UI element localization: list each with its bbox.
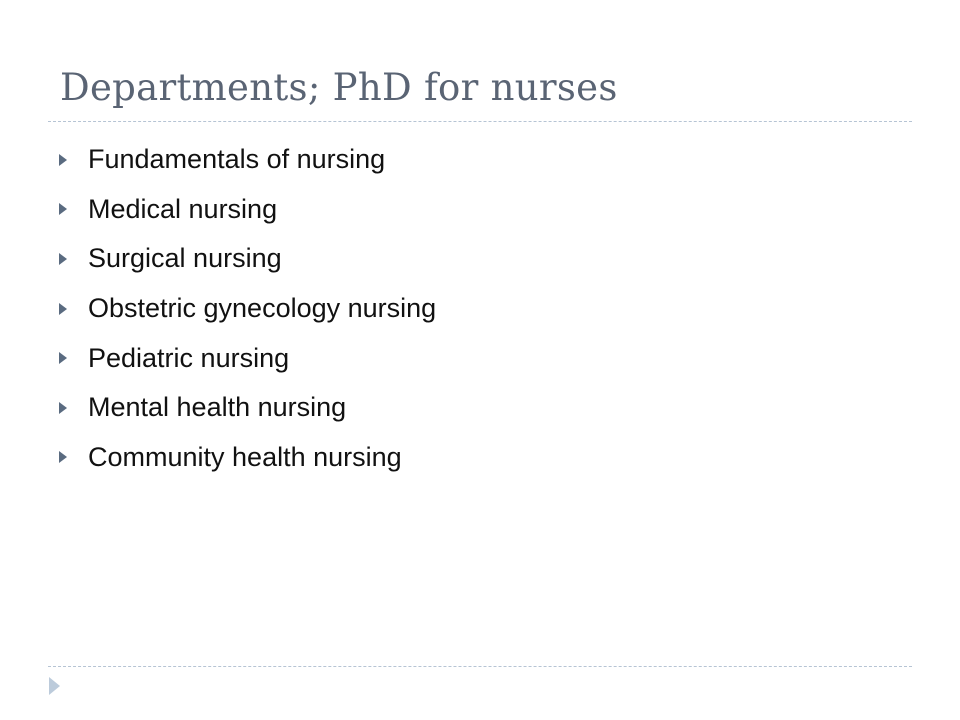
triangle-right-icon bbox=[59, 451, 67, 463]
bullet-text: Fundamentals of nursing bbox=[88, 144, 386, 175]
triangle-right-icon bbox=[59, 253, 67, 265]
bullet-text: Pediatric nursing bbox=[88, 342, 290, 373]
triangle-right-icon bbox=[59, 303, 67, 315]
footer-divider bbox=[48, 666, 912, 667]
triangle-right-icon bbox=[59, 154, 67, 166]
slide-title: Departments; PhD for nurses bbox=[60, 66, 618, 109]
bullet-text: Community health nursing bbox=[88, 441, 402, 472]
triangle-right-icon bbox=[49, 677, 60, 695]
list-item bbox=[58, 333, 436, 383]
bullet-text: Surgical nursing bbox=[88, 243, 282, 274]
list-item bbox=[58, 234, 436, 284]
list-item bbox=[58, 284, 436, 334]
title-divider bbox=[48, 121, 912, 122]
triangle-right-icon bbox=[59, 203, 67, 215]
bullet-text: Medical nursing bbox=[88, 193, 278, 224]
bullet-list bbox=[58, 135, 436, 482]
bullet-text: Mental health nursing bbox=[88, 392, 347, 423]
bullet-text: Obstetric gynecology nursing bbox=[88, 293, 437, 324]
list-item bbox=[58, 383, 436, 433]
triangle-right-icon bbox=[59, 402, 67, 414]
list-item bbox=[58, 433, 436, 483]
list-item bbox=[58, 185, 436, 235]
triangle-right-icon bbox=[59, 352, 67, 364]
list-item bbox=[58, 135, 436, 185]
